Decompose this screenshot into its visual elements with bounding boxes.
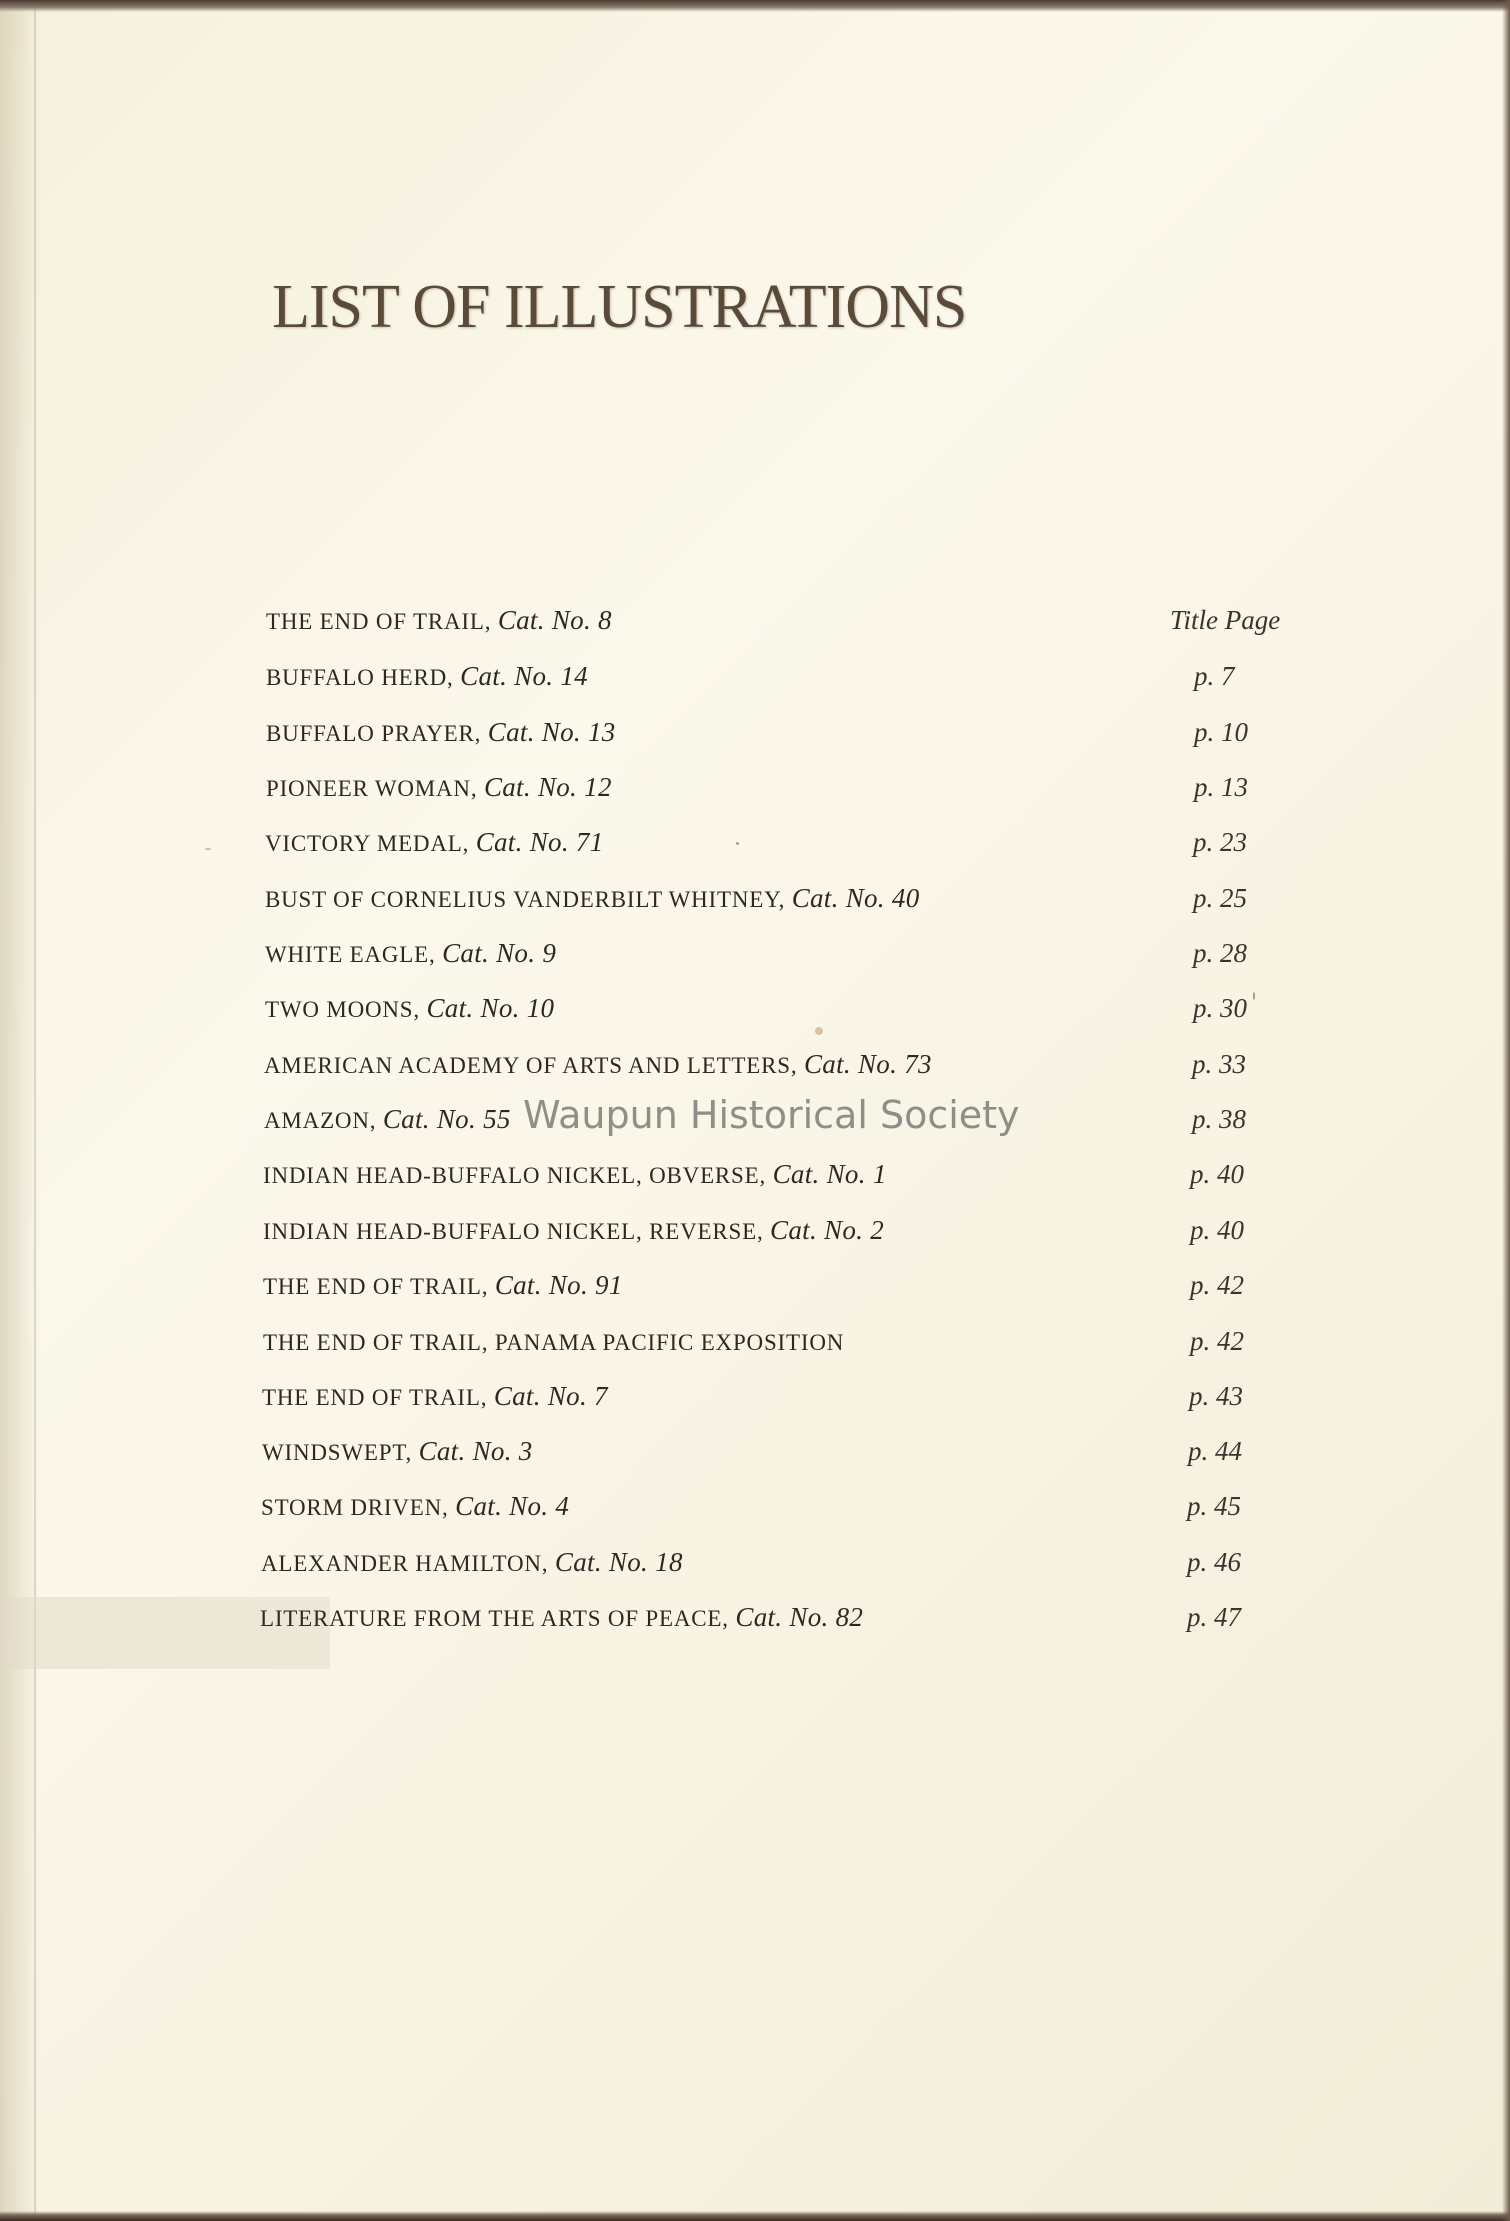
entry-page-ref: p. 33 <box>1192 1049 1246 1079</box>
entry-label: BUFFALO PRAYER, Cat. No. 13 <box>266 717 616 747</box>
entry-page-ref: p. 43 <box>1189 1381 1243 1411</box>
entry-page-ref: p. 23 <box>1193 827 1247 857</box>
entry-page-ref: p. 40 <box>1190 1215 1244 1245</box>
entry-label: THE END OF TRAIL, PANAMA PACIFIC EXPOSITION <box>263 1330 845 1355</box>
entry-page-ref: p. 10 <box>1194 717 1248 747</box>
watermark: Waupun Historical Society <box>523 1093 1020 1137</box>
entry-label: ALEXANDER HAMILTON, Cat. No. 18 <box>261 1547 683 1577</box>
entry-label: INDIAN HEAD-BUFFALO NICKEL, OBVERSE, Cat. No. 1 <box>263 1159 887 1189</box>
entry-label: AMAZON, Cat. No. 55 <box>264 1104 511 1134</box>
entry-label: WHITE EAGLE, Cat. No. 9 <box>265 938 557 968</box>
entry-page-ref: p. 13 <box>1194 772 1248 802</box>
entry-label: BUST OF CORNELIUS VANDERBILT WHITNEY, Cat. No. 40 <box>265 883 920 913</box>
entry-page-ref: p. 44 <box>1188 1436 1242 1466</box>
entry-page-ref: p. 42 <box>1190 1326 1244 1356</box>
paper-speck <box>1253 992 1255 1000</box>
entry-label: INDIAN HEAD-BUFFALO NICKEL, REVERSE, Cat. No. 2 <box>263 1215 885 1245</box>
entry-label: LITERATURE FROM THE ARTS OF PEACE, Cat. No. 82 <box>260 1602 864 1632</box>
entry-page-ref: p. 46 <box>1187 1547 1241 1577</box>
entry-label: VICTORY MEDAL, Cat. No. 71 <box>265 827 604 857</box>
entry-page-ref: p. 45 <box>1187 1491 1241 1521</box>
page-title: LIST OF ILLUSTRATIONS <box>272 273 967 341</box>
entry-label: PIONEER WOMAN, Cat. No. 12 <box>266 772 612 802</box>
entry-page-ref: p. 30 <box>1193 993 1247 1023</box>
entry-label: WINDSWEPT, Cat. No. 3 <box>262 1436 533 1466</box>
entry-page-ref: p. 25 <box>1193 883 1247 913</box>
entry-label: AMERICAN ACADEMY OF ARTS AND LETTERS, Cat. No. 73 <box>264 1049 932 1079</box>
entry-label: THE END OF TRAIL, Cat. No. 91 <box>263 1270 623 1300</box>
entry-label: THE END OF TRAIL, Cat. No. 8 <box>266 605 612 635</box>
entry-page-ref: p. 40 <box>1190 1159 1244 1189</box>
entry-label: THE END OF TRAIL, Cat. No. 7 <box>262 1381 608 1411</box>
entry-page-ref: p. 42 <box>1190 1270 1244 1300</box>
entry-page-ref: p. 7 <box>1194 661 1235 691</box>
paper-speck <box>815 1027 823 1035</box>
entry-page-ref: p. 47 <box>1187 1602 1241 1632</box>
entry-label: TWO MOONS, Cat. No. 10 <box>265 993 555 1023</box>
paper-speck <box>205 848 211 850</box>
entry-page-ref: p. 28 <box>1193 938 1247 968</box>
entry-label: BUFFALO HERD, Cat. No. 14 <box>266 661 588 691</box>
paper-speck <box>736 842 739 845</box>
entry-page-ref: p. 38 <box>1192 1104 1246 1134</box>
entry-page-ref: Title Page <box>1170 605 1281 635</box>
entry-label: STORM DRIVEN, Cat. No. 4 <box>261 1491 570 1521</box>
